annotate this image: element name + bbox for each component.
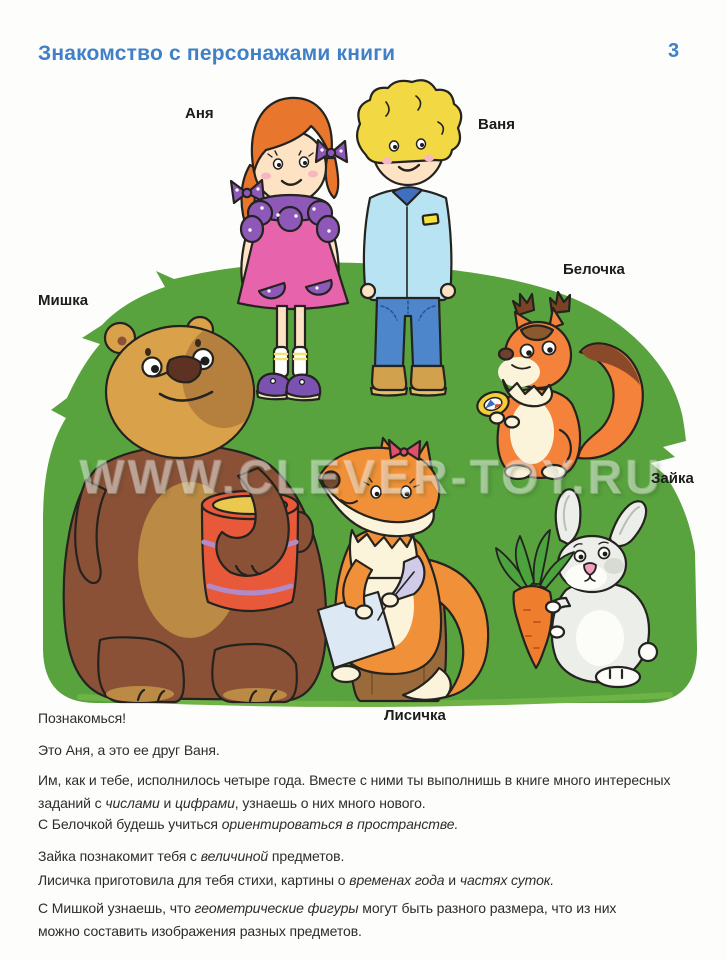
paragraph-numbers: Им, как и тебе, исполнилось четыре года. Вместе с ними ты выполнишь в книге много интересных заданий с числами и цифрами, узнаешь о них много нового. bbox=[38, 772, 671, 811]
paragraph-bear: С Мишкой узнаешь, что геометрические фигуры могут быть разного размера, что из них можно составить изображения разных предметов. bbox=[38, 900, 617, 939]
label-vanya: Ваня bbox=[478, 116, 515, 133]
label-lisichka: Лисичка bbox=[384, 707, 446, 724]
label-mishka: Мишка bbox=[38, 292, 89, 309]
label-belochka: Белочка bbox=[563, 261, 625, 278]
page-number: 3 bbox=[668, 40, 680, 62]
paragraph-friends: Это Аня, а это ее друг Ваня. bbox=[38, 742, 220, 758]
paragraph-squirrel: С Белочкой будешь учиться ориентироваться в пространстве. bbox=[38, 816, 459, 832]
watermark-text: WWW.CLEVER-TOY.RU bbox=[80, 452, 664, 505]
paragraph-rabbit: Зайка познакомит тебя с величиной предметов. bbox=[38, 848, 345, 864]
page-title: Знакомство с персонажами книги bbox=[38, 42, 396, 65]
intro-greeting: Познакомься! bbox=[38, 710, 126, 726]
label-zaika: Зайка bbox=[651, 470, 694, 487]
paragraph-fox: Лисичка приготовила для тебя стихи, картины о временах года и частях суток. bbox=[38, 872, 555, 888]
label-anya: Аня bbox=[185, 105, 214, 122]
